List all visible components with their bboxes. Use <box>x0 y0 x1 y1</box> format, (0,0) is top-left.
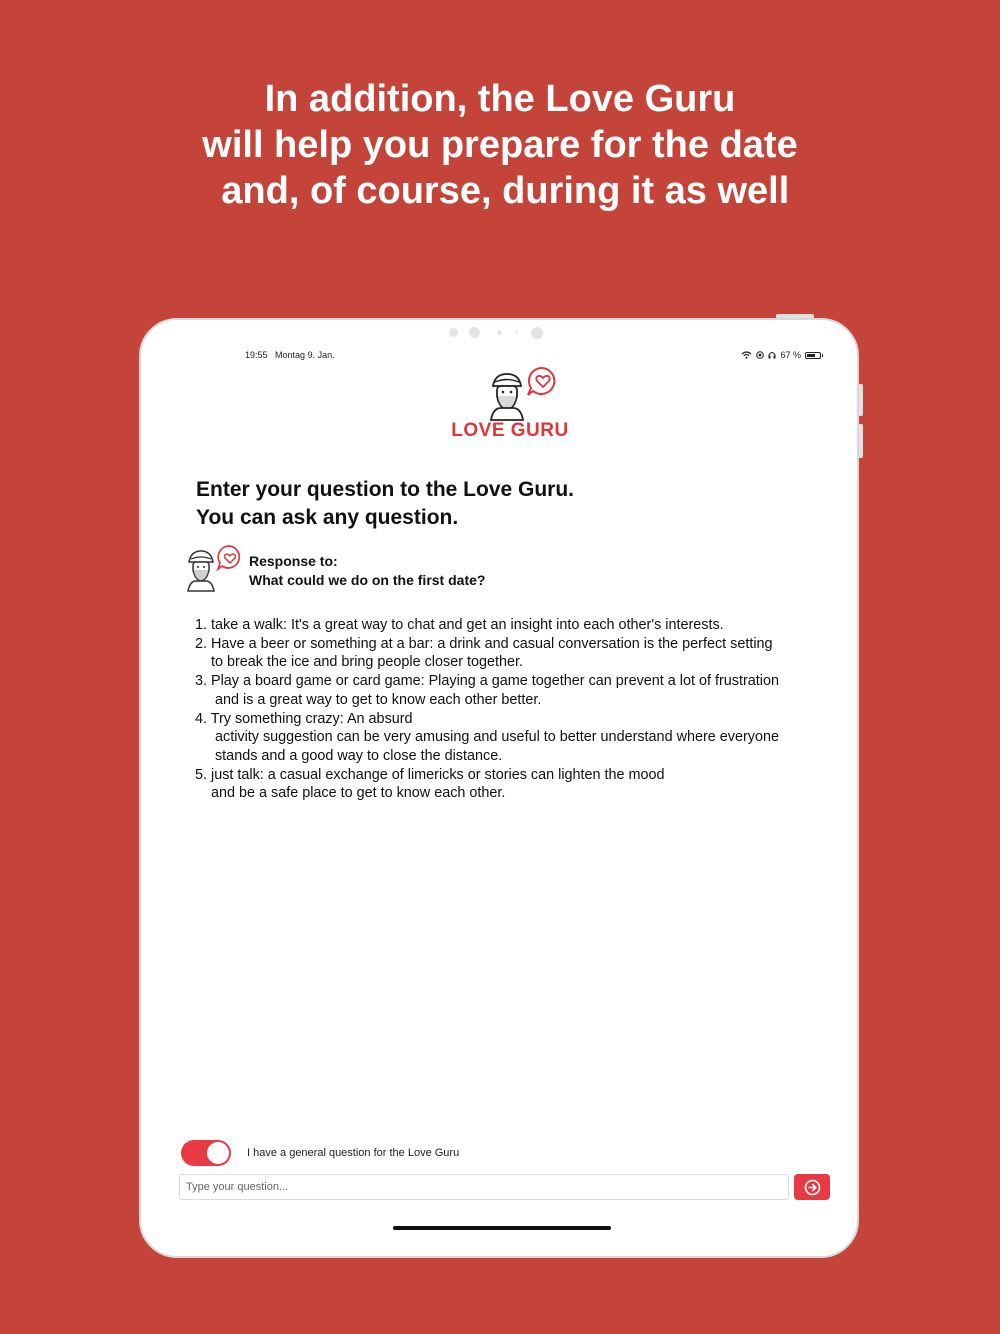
response-header <box>185 542 805 592</box>
headline-line-2: will help you prepare for the date <box>202 124 798 166</box>
camera-dot <box>497 330 502 335</box>
response-question: What could we do on the first date? <box>249 572 486 588</box>
home-indicator <box>393 1226 611 1230</box>
logo-text: LOVE GURU <box>451 420 569 441</box>
answer-line: stands and a good way to close the distance. <box>195 747 503 764</box>
general-question-toggle-row <box>181 1138 801 1168</box>
toggle-label: I have a general question for the Love Guru <box>247 1147 460 1159</box>
send-button[interactable] <box>794 1174 830 1200</box>
answer-line: activity suggestion can be very amusing and useful to better understand where everyone <box>195 729 779 746</box>
question-input[interactable] <box>179 1174 789 1200</box>
answer-line: 4. Try something crazy: An absurd <box>195 710 413 727</box>
status-time: 19:55 <box>245 350 268 360</box>
headline-line-3: and, of course, during it as well <box>210 170 790 212</box>
response-label-block <box>249 552 485 590</box>
camera-dot <box>469 327 480 338</box>
general-question-toggle[interactable] <box>181 1140 231 1166</box>
prompt-line-1: Enter your question to the Love Guru. <box>196 478 575 501</box>
prompt-heading <box>196 476 574 532</box>
wifi-icon <box>741 351 752 359</box>
answer-list <box>195 616 835 803</box>
status-time-date <box>245 350 335 360</box>
focus-icon <box>756 351 764 359</box>
answer-line: and is a great way to get to know each other better. <box>195 691 542 708</box>
prompt-line-2: You can ask any question. <box>196 506 459 529</box>
battery-percent: 67 % <box>780 350 801 360</box>
camera-dot <box>449 328 458 337</box>
status-date: Montag 9. Jan. <box>275 350 335 360</box>
answer-line: 3. Play a board game or card game: Playing a game together can prevent a lot of frustration <box>195 673 779 690</box>
answer-line: and be a safe place to get to know each other. <box>195 785 506 802</box>
love-guru-logo <box>445 364 575 444</box>
tablet-frame <box>139 318 859 1258</box>
guru-avatar-icon <box>185 544 247 592</box>
answer-line: to break the ice and bring people closer together. <box>195 654 523 671</box>
headline-line-1: In addition, the Love Guru <box>264 78 736 120</box>
answer-line: 2. Have a beer or something at a bar: a drink and casual conversation is the perfect setting <box>195 635 773 652</box>
battery-icon <box>805 352 821 359</box>
battery-fill <box>807 354 815 357</box>
status-indicators <box>741 350 821 360</box>
response-label: Response to: <box>249 553 338 569</box>
headphones-icon <box>768 351 776 359</box>
camera-dot <box>515 331 518 334</box>
arrow-right-circle-icon <box>804 1179 821 1196</box>
answer-line: 5. just talk: a casual exchange of limericks or stories can lighten the mood <box>195 766 665 783</box>
camera-lens <box>531 327 543 339</box>
toggle-knob <box>207 1142 229 1164</box>
marketing-headline <box>0 76 1000 214</box>
heart-bubble-icon <box>525 364 565 404</box>
answer-line: 1. take a walk: It's a great way to chat and get an insight into each other's interests. <box>195 617 724 633</box>
